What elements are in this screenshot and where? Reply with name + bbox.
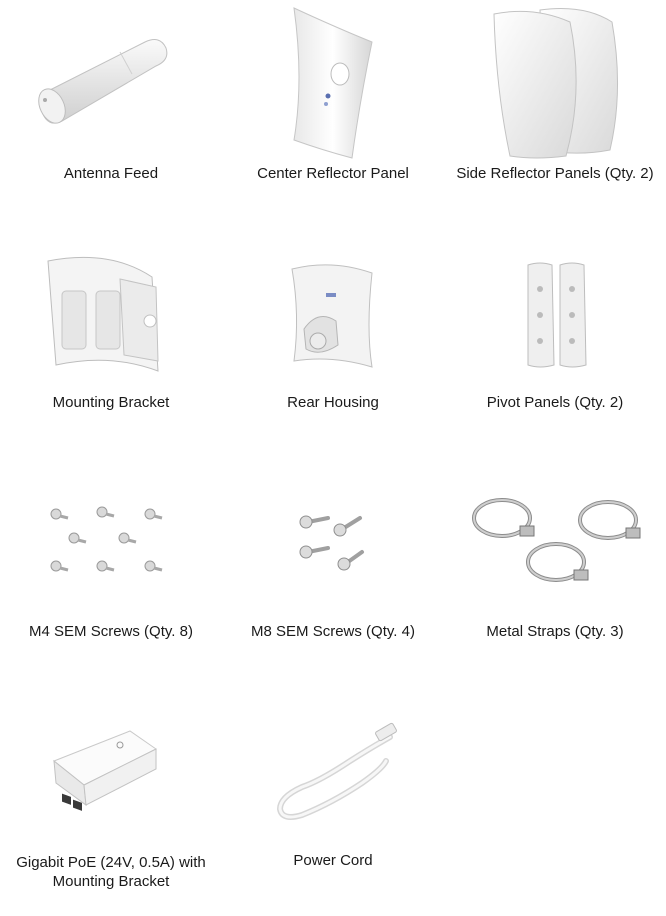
side-reflector-panels-image xyxy=(444,0,666,165)
item-label: Pivot Panels (Qty. 2) xyxy=(486,394,624,411)
m4-screws-image xyxy=(0,458,222,623)
item-label: M8 SEM Screws (Qty. 4) xyxy=(251,623,415,640)
item-label: Side Reflector Panels (Qty. 2) xyxy=(456,165,654,182)
rear-housing-image xyxy=(222,229,444,394)
item-label: Gigabit PoE (24V, 0.5A) with Mounting Bracket xyxy=(16,854,206,890)
metal-straps-image xyxy=(444,458,666,623)
item-label: Mounting Bracket xyxy=(52,394,170,411)
item-label: M4 SEM Screws (Qty. 8) xyxy=(29,623,193,640)
item-rear-housing xyxy=(222,229,444,458)
item-label: Antenna Feed xyxy=(63,165,159,182)
m8-screws-image xyxy=(222,458,444,623)
poe-adapter-image xyxy=(0,687,222,852)
mounting-bracket-image xyxy=(0,229,222,394)
item-poe-adapter xyxy=(0,687,222,916)
item-center-reflector-panel xyxy=(222,0,444,229)
item-m8-screws xyxy=(222,458,444,687)
center-reflector-panel-image xyxy=(222,0,444,165)
item-label: Rear Housing xyxy=(287,394,379,411)
pivot-panels-image xyxy=(444,229,666,394)
item-m4-screws xyxy=(0,458,222,687)
item-metal-straps xyxy=(444,458,666,687)
item-label: Power Cord xyxy=(293,852,373,869)
item-antenna-feed xyxy=(0,0,222,229)
item-label: Metal Straps (Qty. 3) xyxy=(486,623,624,640)
antenna-feed-image xyxy=(0,0,222,165)
item-power-cord xyxy=(222,687,444,916)
power-cord-image xyxy=(222,687,444,852)
item-side-reflector-panels xyxy=(444,0,666,229)
item-pivot-panels xyxy=(444,229,666,458)
item-mounting-bracket xyxy=(0,229,222,458)
item-label: Center Reflector Panel xyxy=(257,165,409,182)
